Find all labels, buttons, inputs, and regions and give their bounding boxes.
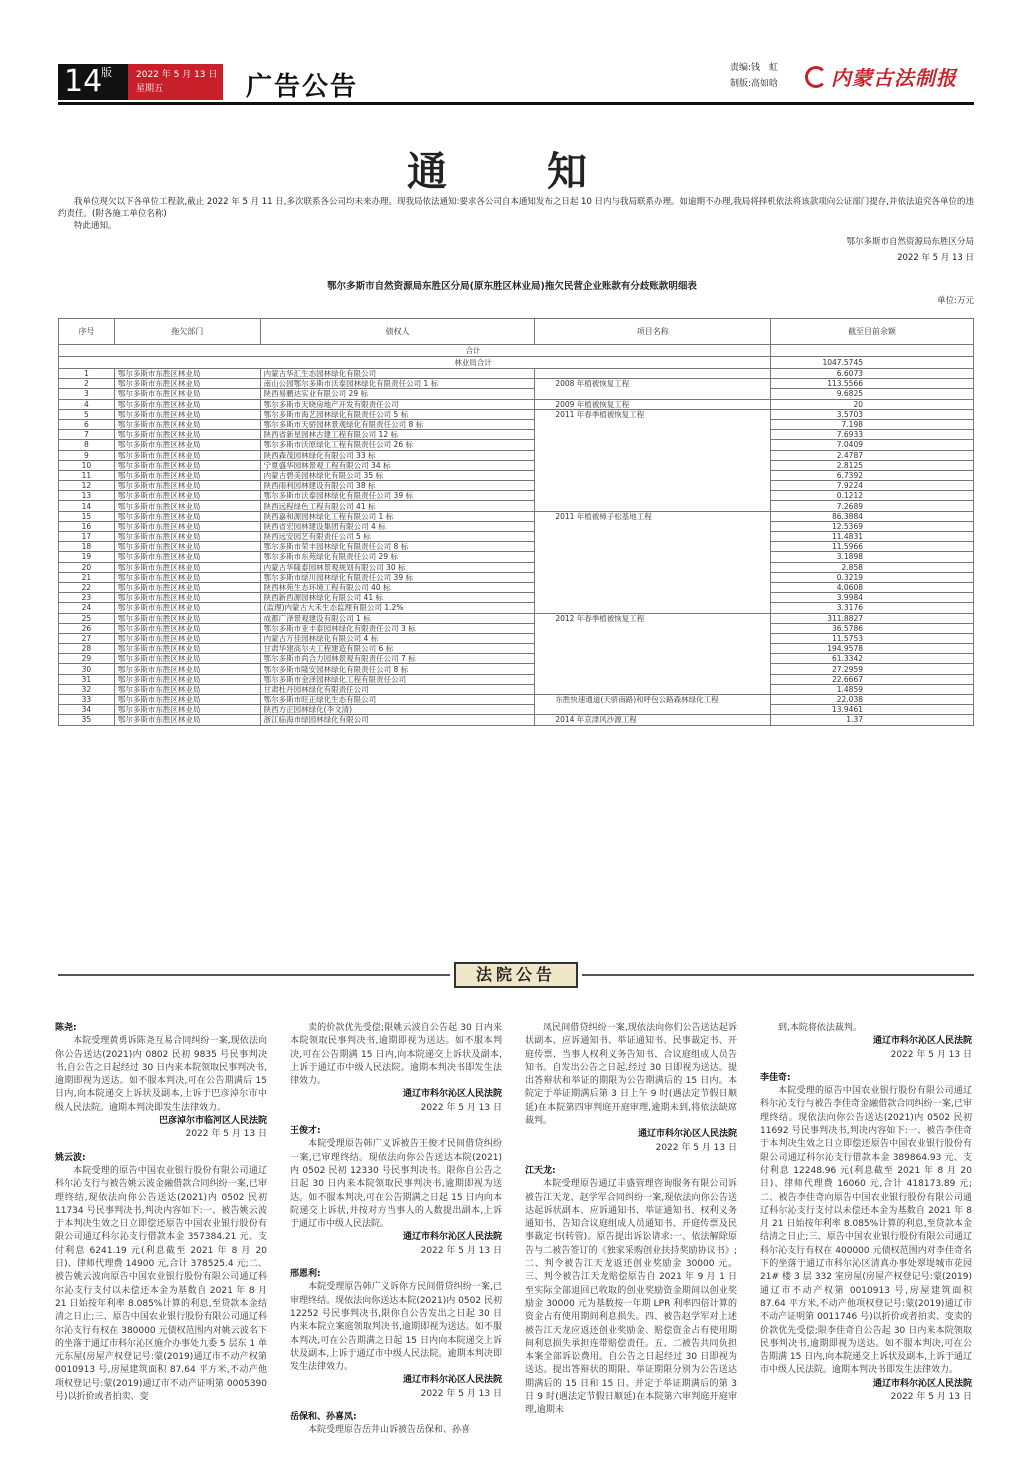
- notice-addressee: 江天龙:: [525, 1165, 556, 1176]
- notice-date: 2022 年 5 月 13 日: [890, 1392, 972, 1403]
- notice-text: 到,本院将依法裁判。: [778, 1023, 862, 1033]
- row-index: 19: [59, 552, 115, 562]
- row-balance: 3.5703: [771, 409, 974, 419]
- row-project: 2014 年京津风沙源工程: [535, 715, 771, 725]
- row-balance: 3.3176: [771, 603, 974, 613]
- notice-date: 2022 年 5 月 13 日: [420, 1102, 502, 1113]
- row-creditor: 鄂尔多斯市荣丰园林绿化有限责任公司 8 标: [260, 542, 535, 552]
- row-balance: 2.4787: [771, 450, 974, 460]
- notice-addressee: 王俊才:: [290, 1126, 321, 1137]
- newspaper-logo: [805, 62, 983, 92]
- notice-text: 本院受理黄勇诉陈尧互易合同纠纷一案,现依法向你公告送达(2021)内 0802 民初 9835 号民事判决书,自公告之日起经过 30 日内来本院领取民事判决书,逾期即视为送达。如不服本判决,可在公告期满后 15 日内,向本院递交上诉状及副本,上诉于巴彦淖尔市中级人民法院。逾期本判决即发生法律效力。: [55, 1036, 267, 1113]
- row-balance: 2.858: [771, 562, 974, 572]
- row-balance: 3.9984: [771, 593, 974, 603]
- row-creditor: 陕西易鹏达实业有限公司 29 标: [260, 389, 535, 399]
- row-balance: 7.6933: [771, 430, 974, 440]
- table-row: [59, 450, 974, 460]
- row-index: 11: [59, 470, 115, 480]
- row-department: 鄂尔多斯市东胜区林业局: [114, 664, 260, 674]
- row-index: 7: [59, 430, 115, 440]
- row-creditor: 陕西远程绿色工程有限公司 41 标: [260, 501, 535, 511]
- notice-issuer: 鄂尔多斯市自然资源局东胜区分局: [846, 237, 974, 247]
- table-row: [59, 532, 974, 542]
- row-balance: 0.1212: [771, 491, 974, 501]
- page-number-box: [58, 64, 128, 100]
- row-index: 32: [59, 684, 115, 694]
- row-creditor: 南山公园鄂尔多斯市沃泰园林绿化有限责任公司 1 标: [260, 379, 535, 389]
- row-department: 鄂尔多斯市东胜区林业局: [114, 481, 260, 491]
- row-creditor: 鄂尔多斯市亚丰泰园林绿化有限责任公司 3 标: [260, 623, 535, 633]
- table-row: [59, 481, 974, 491]
- notice-addressee: 姚云波:: [55, 1152, 86, 1163]
- row-creditor: 鄂尔多斯市沃泰园林绿化有限责任公司 39 标: [260, 491, 535, 501]
- row-department: 鄂尔多斯市东胜区林业局: [114, 419, 260, 429]
- row-department: 鄂尔多斯市东胜区林业局: [114, 501, 260, 511]
- row-creditor: 甘肃杜丹园林绿化有限责任公司: [260, 684, 535, 694]
- producer-name: 制版:高如晗: [730, 79, 779, 89]
- row-creditor: 鄂尔多斯市天骄园林景观绿化有限责任公司 8 标: [260, 419, 535, 429]
- page-header: [0, 0, 1024, 120]
- table-row: [59, 419, 974, 429]
- row-index: 23: [59, 593, 115, 603]
- row-project: 2011 年春季植被恢复工程: [535, 409, 771, 511]
- header-rule: [58, 102, 974, 105]
- row-index: 9: [59, 450, 115, 460]
- notice-text: 本院受理原告韩广义诉你方民间借贷纠纷一案,已审理终结。现依法向你送达本院(2021)内 0502 民初 12252 号民事判决书,限你自公告发出之日起 30 日内来本院立案庭领取判决书,逾期即视为送达。如不服本判决,可在公告期满之日起 15 日内向本院递交上诉状及副本,上诉于通辽市中级人民法院。逾期本判决即发生法律效力。: [290, 1282, 502, 1373]
- row-balance: 3.1898: [771, 552, 974, 562]
- row-department: 鄂尔多斯市东胜区林业局: [114, 552, 260, 562]
- row-department: 鄂尔多斯市东胜区林业局: [114, 695, 260, 705]
- row-creditor: 鄂尔多斯市海艺园林绿化有限责任公司 5 标: [260, 409, 535, 419]
- table-row: [59, 470, 974, 480]
- table-row: [59, 542, 974, 552]
- row-department: 鄂尔多斯市东胜区林业局: [114, 644, 260, 654]
- row-balance: 113.5566: [771, 379, 974, 389]
- table-row: [59, 603, 974, 613]
- row-index: 33: [59, 695, 115, 705]
- row-index: 21: [59, 572, 115, 582]
- row-balance: 0.3219: [771, 572, 974, 582]
- row-index: 3: [59, 389, 115, 399]
- row-index: 16: [59, 521, 115, 531]
- notice-text: 本院受理原告岳井山诉被告岳保和、孙喜: [308, 1425, 471, 1436]
- table-row: [59, 379, 974, 389]
- court-name: 通辽市科尔沁区人民法院: [402, 1375, 502, 1386]
- row-department: 鄂尔多斯市东胜区林业局: [114, 440, 260, 450]
- row-department: 鄂尔多斯市东胜区林业局: [114, 705, 260, 715]
- notice-title: 通 知: [407, 148, 617, 195]
- row-creditor: 陕西省宏园林建设集团有限公司 4 标: [260, 521, 535, 531]
- notice-addressee: 李佳奇:: [760, 1072, 791, 1083]
- row-department: 鄂尔多斯市东胜区林业局: [114, 532, 260, 542]
- table-row: [59, 705, 974, 715]
- row-creditor: 鄂尔多斯市金泽园林绿化工程有限责任公司: [260, 674, 535, 684]
- row-balance: 4.0608: [771, 582, 974, 592]
- row-creditor: 陕西新西源园林绿化有限公司 41 标: [260, 593, 535, 603]
- row-creditor: 陕西雨利园林建设有限公司 38 标: [260, 481, 535, 491]
- logo-text: 内蒙古法制报: [831, 66, 957, 90]
- row-index: 13: [59, 491, 115, 501]
- notice-closing: 特此通知。: [74, 221, 117, 231]
- total-row: [59, 345, 974, 357]
- banner-rule-left: [58, 974, 450, 976]
- table-row: [59, 572, 974, 582]
- row-department: 鄂尔多斯市东胜区林业局: [114, 542, 260, 552]
- table-row: [59, 399, 974, 409]
- court-column-4: [760, 1022, 972, 1484]
- table-row: [59, 562, 974, 572]
- page-suffix: 版: [101, 66, 112, 79]
- court-name: 巴彦淖尔市临河区人民法院: [158, 1116, 267, 1127]
- notice-body: [58, 196, 974, 232]
- issue-weekday: 星期五: [136, 84, 164, 94]
- row-index: 14: [59, 501, 115, 511]
- row-index: 1: [59, 369, 115, 379]
- row-index: 34: [59, 705, 115, 715]
- row-index: 4: [59, 399, 115, 409]
- row-balance: 61.3342: [771, 654, 974, 664]
- row-creditor: 内蒙古华隆泰园林景观规划有限公司 30 标: [260, 562, 535, 572]
- table-row: [59, 664, 974, 674]
- notice-text: 本院受理的原告中国农业银行股份有限公司通辽科尔沁支行与被告姚云波金融借款合同纠纷一案,已审理终结,现依法向你公告送达(2021)内 0502 民初 11734 号民事判决书,判决内容如下:一、被告姚云波于本判决生效之日立即偿还原告中国农业银行股份有限公司通辽科尔沁支行借款本金 357384.21 元、支付利息 6241.19 元(利息截至 2021 年 8 月 20 日)、律师代理费 14900 元,合计 378525.4 元;二、被告姚云波向原告中国农业银行股份有限公司通辽科尔沁支行支付以未偿还本金为基数自 2021 年 8 月 21 日始按年利率 8.085%计算的利息,至贷款本金结清之日止;三、原告中国农业银行股份有限公司通辽科尔沁支行有权在 380000 元债权范围内对姚云波名下的坐落于通辽市科尔沁区施介办事处九委 5 层东 1 单元东屋(房屋产权登记号:蒙(2019)通辽市不动产权第 0010913 号,房屋建筑面积 87.64 平方米,不动产他项权登记号:蒙(2019)通辽市不动产证明第 0005390 号)以折价或者拍卖、变: [55, 1165, 267, 1403]
- table-row: [59, 491, 974, 501]
- logo-swirl-icon: [805, 66, 827, 88]
- row-index: 24: [59, 603, 115, 613]
- notice-signature: [846, 234, 974, 266]
- row-department: 鄂尔多斯市东胜区林业局: [114, 369, 260, 379]
- row-balance: 7.2689: [771, 501, 974, 511]
- court-name: 通辽市科尔沁区人民法院: [872, 1036, 972, 1047]
- row-balance: 20: [771, 399, 974, 409]
- row-balance: 11.5753: [771, 633, 974, 643]
- row-department: 鄂尔多斯市东胜区林业局: [114, 399, 260, 409]
- row-creditor: 内蒙古碧美园林绿化有限公司 35 标: [260, 470, 535, 480]
- page-number: 14: [64, 64, 103, 99]
- header-cell: 项目名称: [535, 319, 771, 345]
- court-name: 通辽市科尔沁区人民法院: [637, 1129, 737, 1140]
- row-index: 35: [59, 715, 115, 725]
- row-creditor: 鄂尔多斯市天晓房地产开发有限责任公司: [260, 399, 535, 409]
- row-department: 鄂尔多斯市东胜区林业局: [114, 450, 260, 460]
- row-creditor: 鄂尔多斯市旺正绿化生态有限公司: [260, 695, 535, 705]
- row-creditor: 鄂尔多斯市东苑绿化有限责任公司 29 标: [260, 552, 535, 562]
- total-label: 合计: [59, 345, 771, 357]
- row-balance: 7.198: [771, 419, 974, 429]
- notice-addressee: 岳保和、孙喜凤:: [290, 1412, 357, 1423]
- row-creditor: (监理)内蒙古大禾生态监理有限公司 1.2%: [260, 603, 535, 613]
- row-creditor: 内蒙古万佳园林绿化有限公司 4 标: [260, 633, 535, 643]
- row-project: 东胜快速通道(天骄南路)和呼包公路森林绿化工程: [535, 695, 771, 715]
- table-row: [59, 501, 974, 511]
- court-name: 通辽市科尔沁区人民法院: [402, 1089, 502, 1100]
- row-balance: 11.5966: [771, 542, 974, 552]
- row-balance: 11.4831: [771, 532, 974, 542]
- table-row: [59, 582, 974, 592]
- row-creditor: 陕西森茂园林绿化有限公司 33 标: [260, 450, 535, 460]
- table-row: [59, 654, 974, 664]
- table-row: [59, 593, 974, 603]
- row-department: 鄂尔多斯市东胜区林业局: [114, 684, 260, 694]
- table-row: [59, 695, 974, 705]
- row-index: 22: [59, 582, 115, 592]
- row-creditor: 甘肃华建高尔夫工程建造有限公司 6 标: [260, 644, 535, 654]
- table-row: [59, 430, 974, 440]
- subtotal-value: 1047.5745: [771, 357, 974, 369]
- row-index: 26: [59, 623, 115, 633]
- row-index: 30: [59, 664, 115, 674]
- row-creditor: 浙江临海市绿园林绿化有限公司: [260, 715, 535, 725]
- row-project: 2012 年春季植被恢复工程: [535, 613, 771, 695]
- row-department: 鄂尔多斯市东胜区林业局: [114, 572, 260, 582]
- row-index: 31: [59, 674, 115, 684]
- row-project: 2011 年植被樟子松基地工程: [535, 511, 771, 613]
- row-balance: 194.9578: [771, 644, 974, 654]
- row-department: 鄂尔多斯市东胜区林业局: [114, 491, 260, 501]
- notice-date: 2022 年 5 月 13 日: [185, 1129, 267, 1140]
- row-balance: 311.8827: [771, 613, 974, 623]
- table-row: [59, 440, 974, 450]
- row-index: 12: [59, 481, 115, 491]
- table-row: [59, 460, 974, 470]
- row-department: 鄂尔多斯市东胜区林业局: [114, 511, 260, 521]
- notice-date: 2022 年 5 月 13 日: [890, 1049, 972, 1060]
- row-balance: 7.0409: [771, 440, 974, 450]
- subtotal-row: [59, 357, 974, 369]
- header-cell: 截至目前余额: [771, 319, 974, 345]
- court-banner-label: 法院公告: [454, 962, 578, 988]
- header-cell: 拖欠部门: [114, 319, 260, 345]
- row-creditor: 宁夏盛华园林景观工程有限公司 34 标: [260, 460, 535, 470]
- row-index: 8: [59, 440, 115, 450]
- court-name: 通辽市科尔沁区人民法院: [402, 1232, 502, 1243]
- issue-date-box: [128, 64, 223, 100]
- notice-date: 2022 年 5 月 13 日: [420, 1388, 502, 1399]
- row-balance: 6.7392: [771, 470, 974, 480]
- notice-date: 2022 年 5 月 13 日: [655, 1142, 737, 1153]
- row-balance: 86.3884: [771, 511, 974, 521]
- court-column-3: [525, 1022, 737, 1484]
- row-creditor: 陕西省新星园林古建工程有限公司 12 标: [260, 430, 535, 440]
- row-creditor: 鄂尔多斯市绿川园林绿化有限责任公司 39 标: [260, 572, 535, 582]
- row-index: 20: [59, 562, 115, 572]
- row-balance: 9.6825: [771, 389, 974, 399]
- row-department: 鄂尔多斯市东胜区林业局: [114, 613, 260, 623]
- header-cell: 序号: [59, 319, 115, 345]
- row-creditor: 鄂尔多斯市隆安园林绿化有限责任公司 8 标: [260, 664, 535, 674]
- header-cell: 债权人: [260, 319, 535, 345]
- table-row: [59, 633, 974, 643]
- table-row: [59, 644, 974, 654]
- row-balance: 12.5369: [771, 521, 974, 531]
- row-balance: 7.9224: [771, 481, 974, 491]
- row-creditor: 成都广泽景观建设有限公司 1 标: [260, 613, 535, 623]
- row-index: 10: [59, 460, 115, 470]
- notice-text: 凤民间借贷纠纷一案,现依法向你们公告送达起诉状副本、应诉通知书、举证通知书、民事裁定书、开庭传票、当事人权利义务告知书、合议庭组成人员告知书。自发出公告之日起,经过 30 日即视为送达。提出答辩状和举证的期限为公告期满后的 15 日内。本院定于举证期满后第 3 日上午 9 时(遇法定节假日顺延)在本院第四审判庭开庭审理,逾期未到,将依法缺席裁判。: [525, 1023, 737, 1127]
- table-row: [59, 613, 974, 623]
- row-index: 17: [59, 532, 115, 542]
- row-index: 2: [59, 379, 115, 389]
- table-title: 鄂尔多斯市自然资源局东胜区分局(原东胜区林业局)拖欠民营企业账款有分歧账款明细表: [327, 281, 697, 292]
- row-index: 18: [59, 542, 115, 552]
- notice-text: 本院受理原告韩广义诉被告王俊才民间借贷纠纷一案,已审理终结。现依法向你公告送达本院(2021)内 0502 民初 12330 号民事判决书。限你自公告之日起 30 日内来本院领取民事判决书,逾期即视为送达。如不服本判决,可在公告期满之日起 15 日内向本院递交上诉状,并按对方当事人的人数提出副本,上诉于通辽市中级人民法院。: [290, 1139, 502, 1230]
- row-balance: 36.5786: [771, 623, 974, 633]
- table-row: [59, 684, 974, 694]
- debt-table: [58, 318, 974, 726]
- notice-text: 我单位现欠以下各单位工程款,截止 2022 年 5 月 11 日,多次联系各公司均未来办理。现我局依法通知:要求各公司自本通知发布之日起 10 日内与我局联系办理。如逾期不办理,我局将择机依法将该款项向公证部门提存,并依法追究各单位的违约责任。(附各施工单位名称): [58, 197, 974, 219]
- row-department: 鄂尔多斯市东胜区林业局: [114, 674, 260, 684]
- row-department: 鄂尔多斯市东胜区林业局: [114, 593, 260, 603]
- row-project: 2008 年植被恢复工程: [535, 379, 771, 399]
- row-creditor: 陕西嘉和源园林绿化工程有限公司 1 标: [260, 511, 535, 521]
- notice-addressee: 邢恩利:: [290, 1269, 321, 1280]
- table-row: [59, 409, 974, 419]
- row-department: 鄂尔多斯市东胜区林业局: [114, 389, 260, 399]
- row-index: 25: [59, 613, 115, 623]
- row-department: 鄂尔多斯市东胜区林业局: [114, 379, 260, 389]
- row-creditor: 陕西方正园林绿化(李文清): [260, 705, 535, 715]
- total-value: [771, 345, 974, 357]
- court-column-2: [290, 1022, 502, 1484]
- row-balance: 27.2959: [771, 664, 974, 674]
- row-index: 27: [59, 633, 115, 643]
- banner-rule-right: [582, 974, 974, 976]
- section-title: 广告公告: [246, 72, 359, 102]
- row-index: 15: [59, 511, 115, 521]
- row-creditor: 陕西林苑生态环境工程有限公司 40 标: [260, 582, 535, 592]
- row-project: 2009 年植被恢复工程: [535, 399, 771, 409]
- table-row: [59, 369, 974, 379]
- notice-text: 卖的价款优先受偿;限姚云波自公告起 30 日内来本院领取民事判决书,逾期即视为送达。如不服本判决,可在公告期满 15 日内,向本院递交上诉状及副本,上诉于通辽市中级人民法院。逾期本判决书即发生法律效力。: [290, 1023, 502, 1087]
- row-department: 鄂尔多斯市东胜区林业局: [114, 521, 260, 531]
- row-creditor: 鄂尔多斯市沃原绿化工程有限责任公司 26 标: [260, 440, 535, 450]
- row-department: 鄂尔多斯市东胜区林业局: [114, 470, 260, 480]
- notice-addressee: 陈尧:: [55, 1023, 77, 1033]
- row-balance: 22.038: [771, 695, 974, 705]
- row-department: 鄂尔多斯市东胜区林业局: [114, 430, 260, 440]
- row-project: [535, 369, 771, 379]
- court-announcement-banner: [58, 962, 974, 988]
- court-name: 通辽市科尔沁区人民法院: [872, 1378, 972, 1389]
- notice-text: 本院受理的原告中国农业银行股份有限公司通辽科尔沁支行与被告李佳奇金融借款合同纠纷一案,已审理终结。现依法向你公告送达(2021)内 0502 民初 11692 号民事判决书,判决内容如下:一、被告李佳奇于本判决生效之日立即偿还原告中国农业银行股份有限公司通辽科尔沁支行借款本金 389864.93 元、支付利息 12248.96 元(利息截至 2021 年 8 月 20 日)、律师代理费 16060 元,合计 418173.89 元;二、被告李佳奇向原告中国农业银行股份有限公司通辽科尔沁支行支付以未偿还本金为基数自 2021 年 8 月 21 日始按年利率 8.085%计算的利息,至贷款本金结清之日止;三、原告中国农业银行股份有限公司通辽科尔沁支行有权在 400000 元债权范围内对李佳奇名下的坐落于通辽市科尔沁区清真办事处翠堤城市花园 21# 楼 3 层 332 室房屋(房屋产权登记号:蒙(2019)通辽市不动产权第 0010913 号,房屋建筑面积 87.64 平方米,不动产他项权登记号:蒙(2019)通辽市不动产证明第 0011746 号)以折价或者拍卖、变卖的价款优先受偿;限李佳奇自公告起 30 日内来本院领取民事判决书,逾期即视为送达。如不服本判决,可在公告期满 15 日内,向本院递交上诉状及副本,上诉于通辽市中级人民法院。逾期本判决书即发生法律效力。: [760, 1086, 972, 1376]
- table-row: [59, 511, 974, 521]
- table-row: [59, 389, 974, 399]
- row-creditor: 陕西远安园艺有限责任公司 5 标: [260, 532, 535, 542]
- row-department: 鄂尔多斯市东胜区林业局: [114, 603, 260, 613]
- notice-date: 2022 年 5 月 13 日: [420, 1245, 502, 1256]
- row-department: 鄂尔多斯市东胜区林业局: [114, 460, 260, 470]
- row-department: 鄂尔多斯市东胜区林业局: [114, 654, 260, 664]
- row-balance: 1.4859: [771, 684, 974, 694]
- row-creditor: 内蒙古华汇生态园林绿化有限公司: [260, 369, 535, 379]
- table-header-row: [59, 319, 974, 345]
- row-balance: 13.9461: [771, 705, 974, 715]
- subtotal-label: 林业局合计: [59, 357, 771, 369]
- notice-date: 2022 年 5 月 13 日: [897, 253, 974, 263]
- row-creditor: 鄂尔多斯市尚合力园林景观有限责任公司 7 标: [260, 654, 535, 664]
- row-department: 鄂尔多斯市东胜区林业局: [114, 409, 260, 419]
- row-balance: 2.8125: [771, 460, 974, 470]
- editor-name: 责编:钱 虹: [730, 63, 779, 73]
- table-row: [59, 521, 974, 531]
- row-department: 鄂尔多斯市东胜区林业局: [114, 562, 260, 572]
- row-index: 5: [59, 409, 115, 419]
- table-row: [59, 715, 974, 725]
- row-department: 鄂尔多斯市东胜区林业局: [114, 715, 260, 725]
- row-department: 鄂尔多斯市东胜区林业局: [114, 623, 260, 633]
- row-index: 6: [59, 419, 115, 429]
- row-department: 鄂尔多斯市东胜区林业局: [114, 582, 260, 592]
- row-balance: 22.6667: [771, 674, 974, 684]
- row-index: 29: [59, 654, 115, 664]
- table-row: [59, 552, 974, 562]
- row-index: 28: [59, 644, 115, 654]
- row-balance: 1.37: [771, 715, 974, 725]
- row-department: 鄂尔多斯市东胜区林业局: [114, 633, 260, 643]
- editor-credits: [730, 60, 778, 92]
- notice-text: 本院受理原告通辽丰盛管理咨询服务有限公司诉被告江天龙、赵学军合同纠纷一案,现依法向你公告送达起诉状副本、应诉通知书、举证通知书、权利义务通知书、告知合议庭组成人员通知书、开庭传票及民事裁定书(转管)。原告提出诉讼请求:一、依法解除原告与二被告签订的《独家采购创业扶持奖励协议书》;二、判令被告江天龙返还创业奖励金 30000 元。三、判令被告江天龙赔偿原告自 2021 年 9 月 1 日至实际全部退回已收取的创业奖励资金期间以创业奖励金 30000 元为基数按一年期 LPR 利率四倍计算的资金占有使用期间利息损失。四、被告赵学军对上述被告江天龙应返还创业奖励金、赔偿资金占有使用期间利息损失承担连带赔偿责任。五、二被告共同负担本案全部诉讼费用。自公告之日起经过 30 日即视为送达。提出答辩状的期限、举证期限分别为公告送达期满后的 15 日和 15 日。并定于举证期满后的第 3 日 9 时(遇法定节假日顺延)在本院第六审判庭开庭审理,逾期未: [525, 1179, 737, 1416]
- table-unit: 单位:万元: [937, 296, 974, 306]
- court-column-1: [55, 1022, 267, 1484]
- table-row: [59, 674, 974, 684]
- table-row: [59, 623, 974, 633]
- row-balance: 6.6073: [771, 369, 974, 379]
- issue-date: 2022 年 5 月 13 日: [136, 70, 218, 80]
